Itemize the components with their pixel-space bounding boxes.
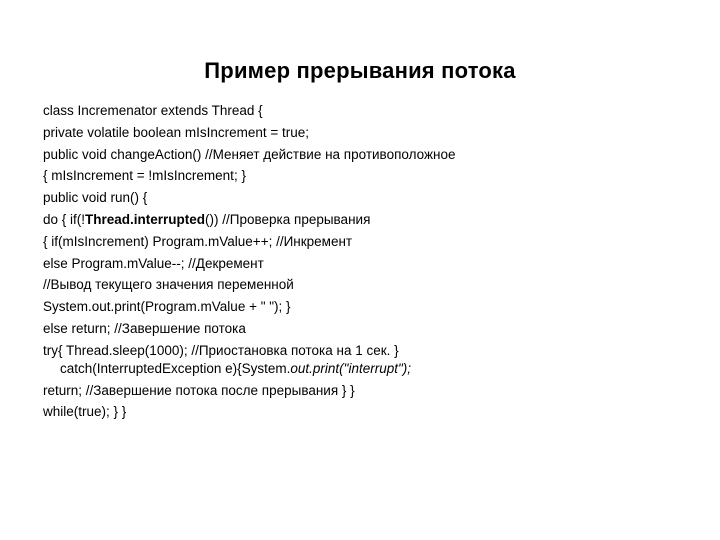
- code-line-9: //Вывод текущего значения переменной: [43, 277, 294, 293]
- code-line-6-bold: Thread.interrupted: [85, 211, 206, 227]
- slide-title: Пример прерывания потока: [204, 58, 516, 83]
- code-line-10: System.out.print(Program.mValue + " "); }: [43, 299, 291, 315]
- code-line-6-end: ()) //Проверка прерывания: [205, 211, 371, 227]
- code-line-4: { mIsIncrement = !mIsIncrement; }: [43, 168, 246, 184]
- code-line-13-start: catch(InterruptedException e){System.: [60, 360, 291, 376]
- code-line-14: return; //Завершение потока после прерывания } }: [43, 382, 355, 398]
- code-line-6: [43, 209, 703, 231]
- code-line-6-start: do { if(!: [43, 211, 86, 227]
- code-line-13: [43, 360, 703, 377]
- code-line-12: try{ Thread.sleep(1000); //Приостановка потока на 1 сек. }: [43, 342, 399, 358]
- code-line-7: { if(mIsIncrement) Program.mValue++; //Инкремент: [43, 233, 353, 249]
- code-line-13-italic: out.print("interrupt");: [290, 360, 412, 376]
- code-line-15: while(true); } }: [43, 404, 127, 420]
- code-line-2: private volatile boolean mIsIncrement = true;: [43, 124, 310, 140]
- code-line-11: else return; //Завершение потока: [43, 320, 246, 336]
- code-line-1: class Incremenator extends Thread {: [43, 103, 263, 118]
- code-line-8: else Program.mValue--; //Декремент: [43, 255, 264, 271]
- code-listing: [43, 100, 703, 423]
- code-line-3: public void changeAction() //Меняет действие на противоположное: [43, 146, 456, 162]
- code-line-5: public void run() {: [43, 190, 148, 206]
